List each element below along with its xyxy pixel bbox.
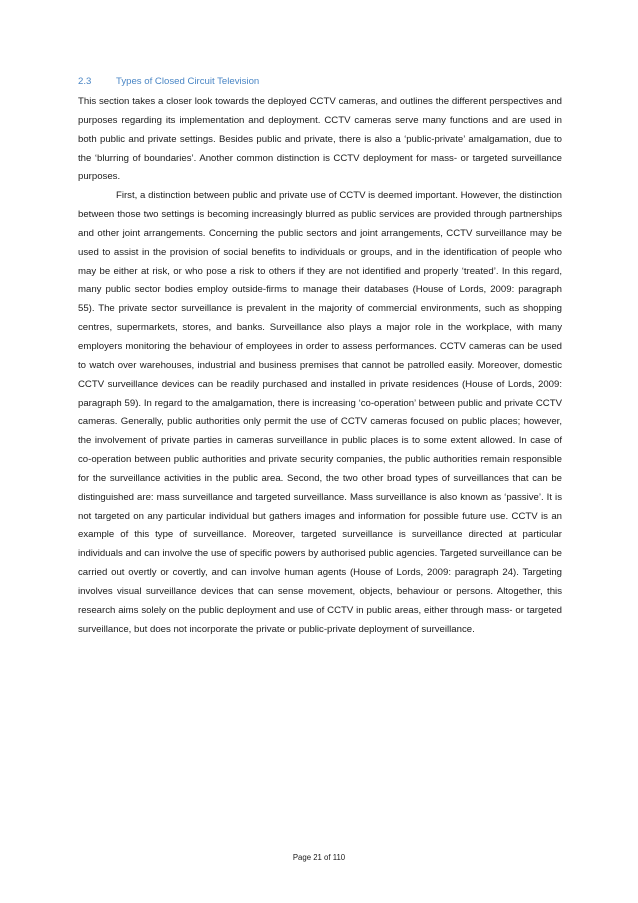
section-number: 2.3 xyxy=(78,76,92,87)
section-heading xyxy=(78,76,259,87)
body-text xyxy=(78,93,562,639)
section-title: Types of Closed Circuit Television xyxy=(116,76,260,87)
paragraph-main: First, a distinction between public and private use of CCTV is deemed important. However, the distinction between those two settings is becoming increasingly blurred as public services are provided through partnerships and other joint arrangements. Concerning the public sectors and joint arrangements, CCTV surveillance may be used to assist in the provision of social benefits to individuals or groups, and in the identification of people who may be either at risk, or who pose a risk to others if they are not identified and properly ‘treated’. In this regard, many public sector bodies employ outside-firms to manage their databases (House of Lords, 2009: paragraph 55). The private sector surveillance is prevalent in the majority of commercial environments, such as shopping centres, supermarkets, stores, and banks. Surveillance also plays a major role in the workplace, with many employers monitoring the behaviour of employees in order to assess performances. CCTV cameras can be used to watch over warehouses, industrial and business premises that cannot be patrolled easily. Moreover, domestic CCTV surveillance devices can be readily purchased and installed in private residences (House of Lords, 2009: paragraph 59). In regard to the amalgamation, there is increasing ‘co-operation’ between public and private CCTV cameras. Generally, public authorities only permit the use of CCTV cameras focused on public places; however, the involvement of private parties in cameras surveillance in public places is to some extent allowed. In case of co-operation between public authorities and private security companies, the public authorities remain responsible for the surveillance activities in the public area. Second, the two other broad types of surveillances that can be distinguished are: mass surveillance and targeted surveillance. Mass surveillance is also known as ‘passive’. It is not targeted on any particular individual but gathers images and information for possible future use. CCTV is an example of this type of surveillance. Moreover, targeted surveillance is surveillance directed at particular individuals and can involve the use of specific powers by authorised public agencies. Targeted surveillance can be carried out overtly or covertly, and can involve human agents (House of Lords, 2009: paragraph 24). Targeting involves visual surveillance devices that can sense movement, objects, behaviour or persons. Altogether, this research aims solely on the public deployment and use of CCTV in public areas, either through mass- or targeted surveillance, but does not incorporate the private or public-private deployment of surveillance. xyxy=(78,190,562,635)
paragraph-intro: This section takes a closer look towards the deployed CCTV cameras, and outlines the different perspectives and purposes regarding its implementation and deployment. CCTV cameras serve many functions and are used in both public and private settings. Besides public and private, there is also a ‘public-private’ amalgamation, due to the ‘blurring of boundaries’. Another common distinction is CCTV deployment for mass- or targeted surveillance purposes. xyxy=(78,96,562,183)
page-number: Page 21 of 110 xyxy=(292,853,346,862)
